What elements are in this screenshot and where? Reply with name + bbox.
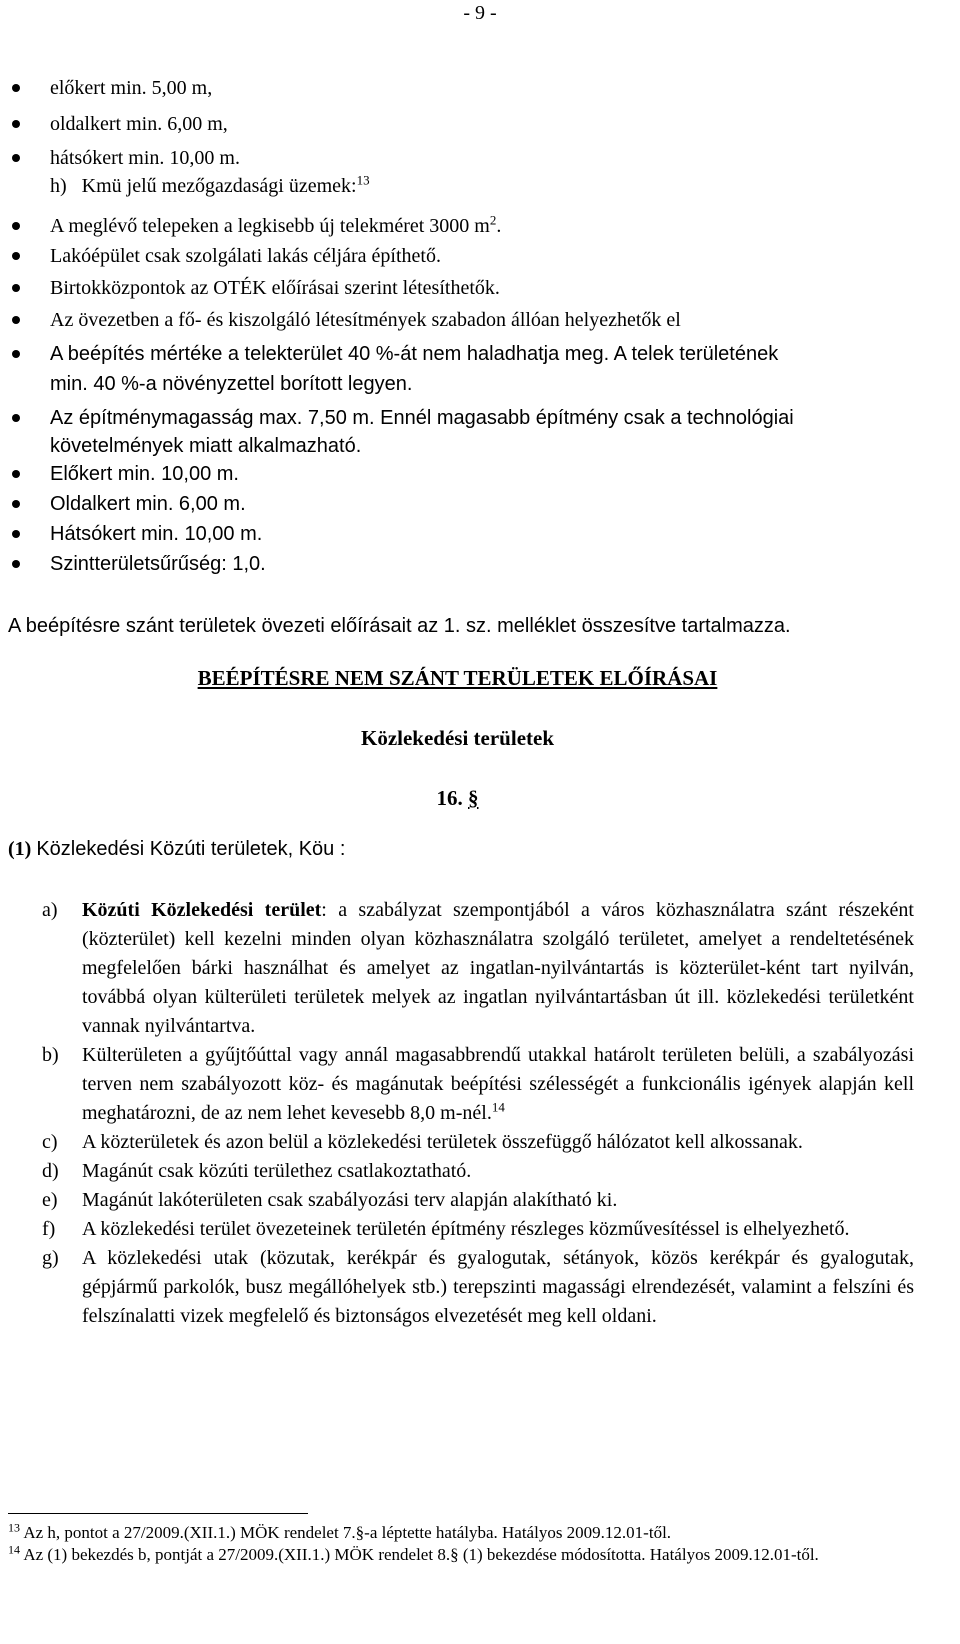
list-item: Az övezetben a fő- és kiszolgáló létesítmények szabadon állóan helyezhetők el: [0, 306, 960, 334]
list-item: c) A közterületek és azon belül a közlekedési területek összefüggő hálózatot kell alkossanak.: [42, 1131, 803, 1153]
bullet-icon: [12, 350, 20, 358]
bullet-icon: [12, 84, 20, 92]
footnote-divider: [8, 1513, 308, 1514]
page-number: - 9 -: [463, 2, 497, 24]
bullet-icon: [12, 154, 20, 162]
bullet-icon: [12, 470, 20, 478]
bullet-icon: [12, 414, 20, 422]
list-item: a) Közúti Közlekedési terület: a szabályzat szempontjából a város közhasználatra szánt részeként (közterület) kell kezelni minden olyan közhasználatra szolgáló területet, amelyet a rendeltetésének megfelelően bárki használhat és amelyet az ingatlan-nyilvántartás is közterület-ként tart nyilván, továbbá olyan külterületi területek melyek az ingatlan nyilvántartásban út ill. közlekedési területként vannak nyilvántartva.: [42, 899, 914, 1037]
footnote: $^{14}$ Az (1) bekezdés b, pontját a 27/2009.(XII.1.) MÖK rendelet 8.§ (1) bekezdése módosította. Hatályos 2009.12.01-től.: [8, 1542, 819, 1564]
list-item: Birtokközpontok az OTÉK előírásai szerint létesíthetők.: [0, 274, 960, 302]
summary-text: A beépítésre szánt területek övezeti előírásait az 1. sz. melléklet összesítve tartalmazza.: [8, 615, 791, 637]
bullet-icon: [12, 500, 20, 508]
list-item: oldalkert min. 6,00 m,: [0, 110, 960, 138]
bullet-icon: [12, 530, 20, 538]
footnote-ref: 13: [356, 172, 370, 188]
list-item: hátsókert min. 10,00 m.: [0, 144, 960, 172]
footnote-ref: 14: [491, 1099, 505, 1115]
bullet-icon: [12, 560, 20, 568]
bullet-icon: [12, 252, 20, 260]
bullet-icon: [12, 284, 20, 292]
list-item: e) Magánút lakóterületen csak szabályozási terv alapján alakítható ki.: [42, 1189, 618, 1211]
list-item: Lakóépület csak szolgálati lakás céljára építhető.: [0, 242, 960, 270]
list-item: Előkert min. 10,00 m.: [0, 460, 960, 488]
list-item: Szintterületsűrűség: 1,0.: [0, 550, 960, 578]
list-item: g) A közlekedési utak (közutak, kerékpár és gyalogutak, sétányok, közös kerékpár és gyalogutak, gépjármű parkolók, busz megállóhelyek stb.) terepszinti magassági elrendezését, valamint a felszíni és felszínalatti vizek megfelelő és biztonságos elvezetését meg kell oldani.: [42, 1247, 914, 1327]
bullet-icon: [12, 316, 20, 324]
footnote: $^{13}$ Az h, pontot a 27/2009.(XII.1.) MÖK rendelet 7.§-a léptette hatályba. Hatályos 2009.12.01-től.: [8, 1520, 672, 1542]
paragraph-title: (1) Közlekedési Közúti területek, Köu :: [8, 838, 346, 860]
bullet-icon: [12, 120, 20, 128]
list-item: A beépítés mértéke a telekterület 40 %-át nem haladhatja meg. A telek területének: [0, 340, 960, 368]
section-number: 16. §: [436, 786, 479, 810]
item-list: [0, 896, 960, 1331]
list-item: d) Magánút csak közúti területhez csatlakoztatható.: [42, 1160, 472, 1182]
footnotes: [8, 1522, 908, 1566]
list-item-continuation: min. 40 %-a növényzettel borított legyen.: [50, 373, 413, 395]
list-item: Az építménymagasság max. 7,50 m. Ennél magasabb építmény csak a technológiai: [0, 404, 960, 432]
list-item: f) A közlekedési terület övezeteinek területén építmény részleges közművesítéssel is elhelyezhető.: [42, 1218, 850, 1240]
zone-heading: h) Kmü jelű mezőgazdasági üzemek:$^{13}$: [50, 172, 370, 197]
list-item-continuation: követelmények miatt alkalmazható.: [50, 435, 362, 457]
list-item: Oldalkert min. 6,00 m.: [0, 490, 960, 518]
list-item: b) Külterületen a gyűjtőúttal vagy annál magasabbrendű utakkal határolt területen belüli, a szabályozási terven nem szabályozott köz- és magánutak beépítési szélességét a funkcionális igények alapján kell meghatározni, de az nem lehet kevesebb 8,0 m-nél.$^{14}$: [42, 1044, 914, 1124]
sub-heading: Közlekedési területek: [360, 726, 555, 750]
main-heading: BEÉPÍTÉSRE NEM SZÁNT TERÜLETEK ELŐÍRÁSAI: [197, 666, 718, 690]
list-item: A meglévő telepeken a legkisebb új telekméret 3000 $m^2$.: [0, 212, 960, 240]
list-item: előkert min. 5,00 m,: [0, 74, 960, 102]
bullet-icon: [12, 222, 20, 230]
list-item: Hátsókert min. 10,00 m.: [0, 520, 960, 548]
